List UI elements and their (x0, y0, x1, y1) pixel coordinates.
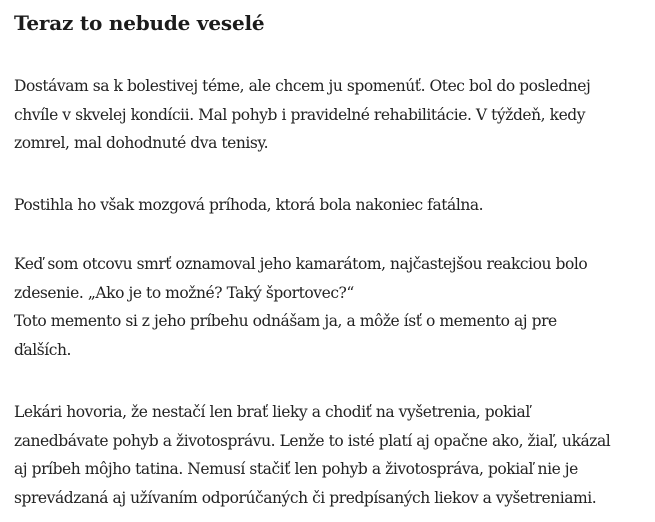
paragraph-line: zomrel, mal dohodnuté dva tenisy. (14, 134, 269, 152)
paragraph-4 (14, 398, 610, 512)
paragraph-line: Dostávam sa k bolestivej téme, ale chcem ju spomenúť. Otec bol do poslednej (14, 77, 591, 95)
paragraph-3 (14, 250, 587, 364)
paragraph-line: chvíle v skvelej kondícii. Mal pohyb i pravidelné rehabilitácie. V týždeň, kedy (14, 105, 586, 124)
paragraph-line: Keď som otcovu smrť oznamoval jeho kamarátom, najčastejšou reakciou bolo (14, 255, 588, 273)
paragraph-2 (14, 191, 483, 220)
paragraph-line: aj príbeh môjho tatina. Nemusí stačiť len pohyb a životospráva, pokiaľ nie je (14, 460, 578, 478)
paragraph-line: ďalších. (14, 340, 72, 359)
paragraph-line: sprevádzaná aj užívaním odporúčaných či predpísaných liekov a vyšetreniami. (14, 488, 597, 507)
paragraph-1 (14, 72, 590, 158)
paragraph-line: zanedbávate pohyb a životosprávu. Lenže to isté platí aj opačne ako, žiaľ, ukázal (14, 431, 611, 450)
paragraph-line: Lekári hovoria, že nestačí len brať lieky a chodiť na vyšetrenia, pokiaľ (14, 403, 530, 421)
section-heading: Teraz to nebude veselé (14, 11, 265, 35)
paragraph-line: Postihla ho však mozgová príhoda, ktorá bola nakoniec fatálna. (14, 196, 484, 214)
paragraph-line: zdesenie. „Ako je to možné? Taký športovec?“ (14, 283, 354, 302)
paragraph-line: Toto memento si z jeho príbehu odnášam ja, a môže ísť o memento aj pre (14, 312, 557, 330)
